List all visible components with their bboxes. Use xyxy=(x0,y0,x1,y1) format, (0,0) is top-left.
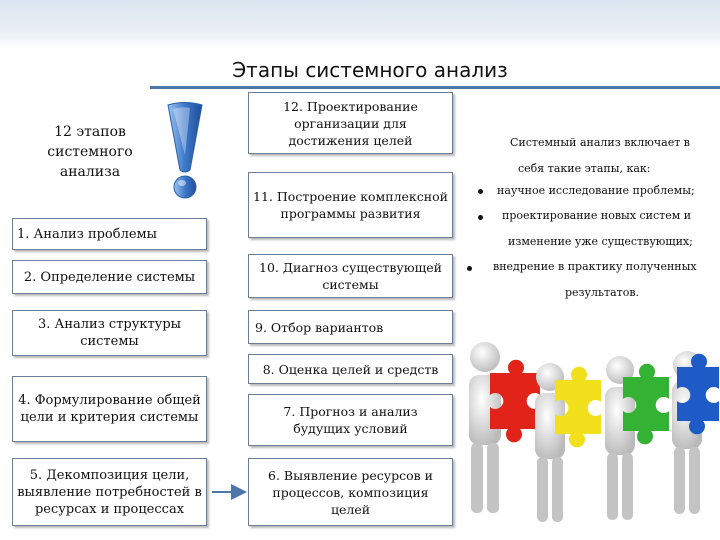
right-lead-2: себя такие этапы, как: xyxy=(518,162,651,175)
bullet-dot-3 xyxy=(467,266,472,271)
step-label-5: 5. Декомпозиция цели, выявление потребностей в ресурсах и процессах xyxy=(17,467,202,517)
right-bullet-2a: проектирование новых систем и xyxy=(502,209,692,222)
figure-green xyxy=(605,356,669,520)
puzzle-people-illustration xyxy=(455,325,720,540)
figure-yellow xyxy=(535,363,601,522)
right-bullet-2b: изменение уже существующих; xyxy=(508,235,693,248)
right-bullet-3a: внедрение в практику полученных xyxy=(493,260,697,273)
step-label-11: 11. Построение комплексной программы развития xyxy=(253,189,448,221)
intro-text: 12 этапов системного анализа xyxy=(47,124,133,180)
step-label-2: 2. Определение системы xyxy=(23,269,196,285)
right-lead-1: Системный анализ включает в xyxy=(510,136,690,149)
bullet-dot-2 xyxy=(478,215,483,220)
step-label-3: 3. Анализ структуры системы xyxy=(37,317,182,349)
step-label-8: 8. Оценка целей и средств xyxy=(262,361,439,377)
step-label-4: 4. Формулирование общей цели и критерия системы xyxy=(18,393,201,425)
step-label-9: 9. Отбор вариантов xyxy=(255,319,384,335)
bullet-dot-1 xyxy=(478,189,483,194)
right-bullet-1: научное исследование проблемы; xyxy=(497,184,695,197)
step-label-1: 1. Анализ проблемы xyxy=(17,226,157,242)
page-title: Этапы системного анализ xyxy=(232,58,508,82)
figure-blue xyxy=(672,351,719,514)
step-label-12: 12. Проектирование организации для достижения целей xyxy=(283,98,418,148)
step-label-6: 6. Выявление ресурсов и процессов, композиция целей xyxy=(268,467,433,517)
figure-red xyxy=(469,342,540,513)
step-label-10: 10. Диагноз существующей системы xyxy=(259,260,442,292)
right-bullet-3b: результатов. xyxy=(565,286,640,299)
step-label-7: 7. Прогноз и анализ будущих условий xyxy=(283,404,418,436)
